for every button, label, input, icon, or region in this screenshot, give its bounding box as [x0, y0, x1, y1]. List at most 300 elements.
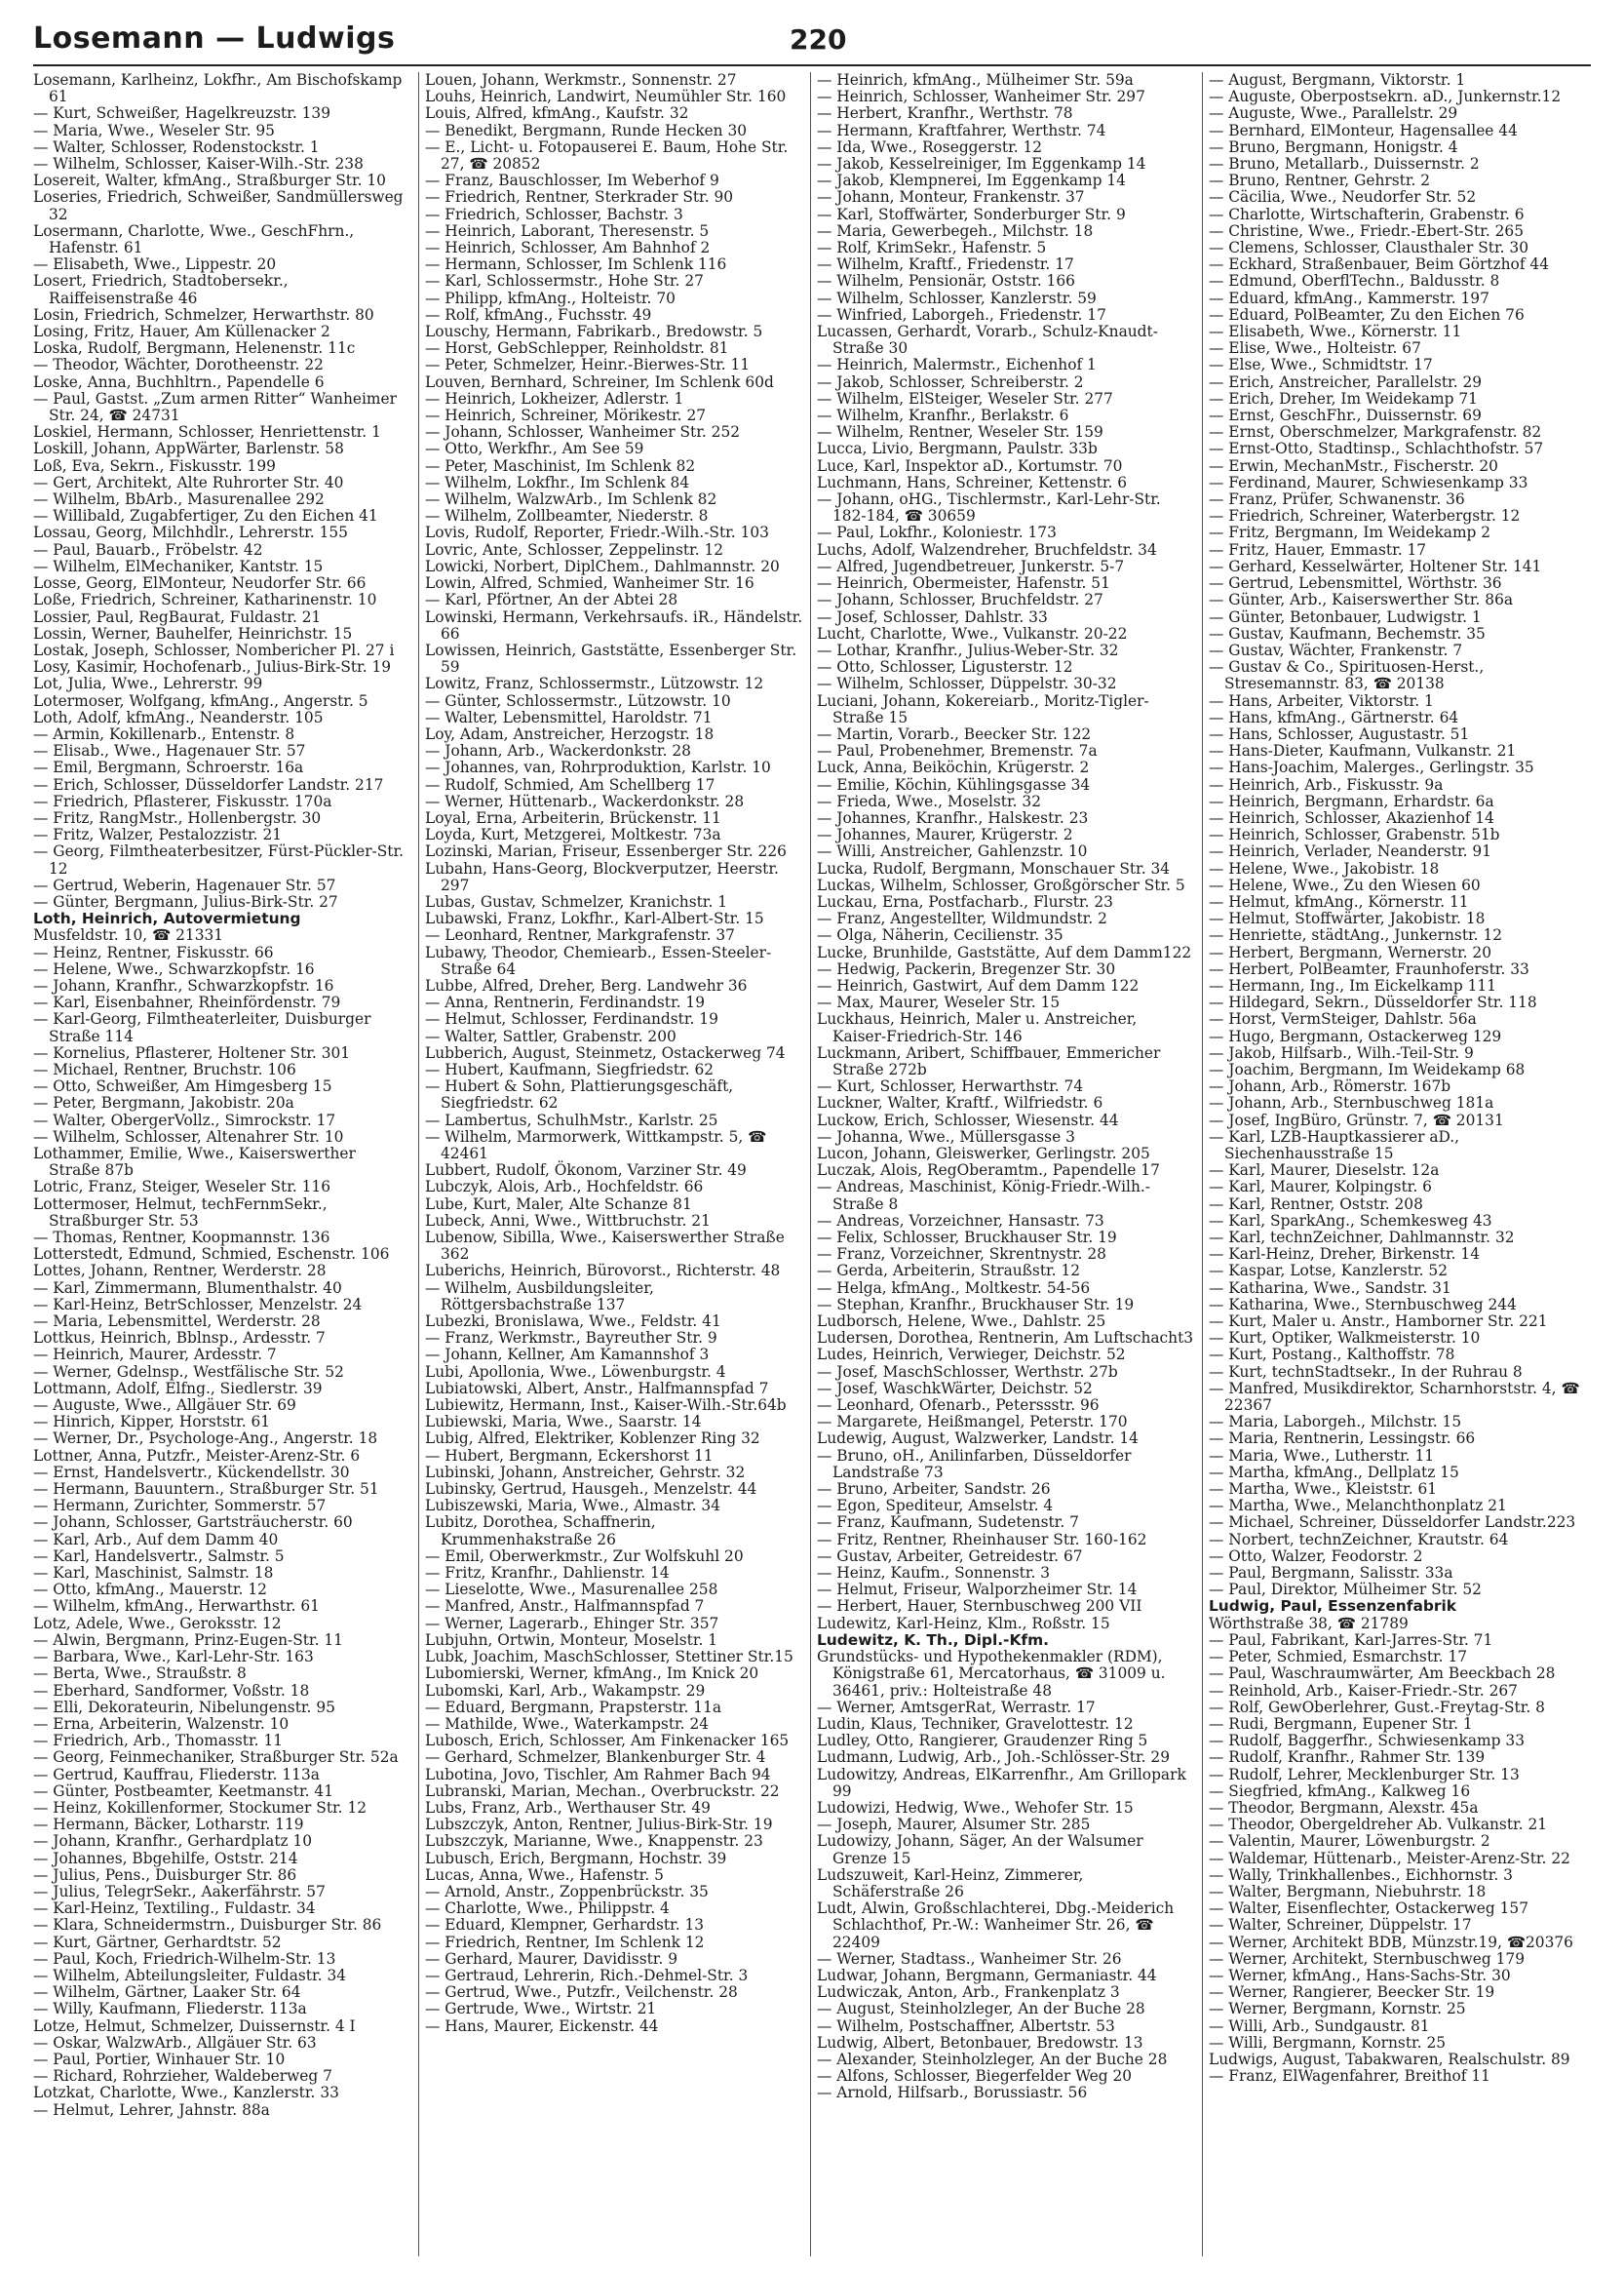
directory-entry: — Elise, Wwe., Holteistr. 67	[1209, 339, 1421, 358]
directory-entry: — Theodor, Bergmann, Alexstr. 45a	[1209, 1798, 1479, 1817]
directory-entry: — Heinrich, kfmAng., Mülheimer Str. 59a	[817, 72, 1134, 89]
directory-entry: — Mathilde, Wwe., Waterkampstr. 24	[425, 1714, 710, 1733]
directory-entry: — Heinz, Kokillenformer, Stockumer Str. 12	[33, 1798, 367, 1817]
directory-entry: Luchs, Adolf, Walzendreher, Bruchfeldstr. 34	[817, 540, 1157, 559]
directory-entry: Loske, Anna, Buchhltrn., Papendelle 6	[33, 372, 325, 391]
directory-entry: Lubas, Gustav, Schmelzer, Kranichstr. 1	[425, 892, 728, 911]
directory-entry: — Maria, Laborgeh., Milchstr. 15	[1209, 1413, 1462, 1431]
directory-entry: Lossau, Georg, Milchhdlr., Lehrerstr. 155	[33, 524, 348, 542]
directory-entry: — Lieselotte, Wwe., Masurenallee 258	[425, 1581, 718, 1599]
directory-entry: Lubomski, Karl, Arb., Wakampstr. 29	[425, 1681, 706, 1700]
directory-entry: — Helene, Wwe., Zu den Wiesen 60	[1209, 876, 1481, 894]
directory-entry: — Bruno, Rentner, Gehrstr. 2	[1209, 172, 1431, 190]
directory-entry: — Erich, Anstreicher, Parallelstr. 29	[1209, 372, 1483, 391]
directory-entry: — Jakob, Klempnerei, Im Eggenkamp 14	[817, 172, 1126, 190]
directory-entry: — Hermann, Schlosser, Im Schlenk 116	[425, 255, 727, 274]
directory-entry: — Julius, TelegrSekr., Aakerfährstr. 57	[33, 1882, 326, 1900]
directory-entry: — Gertrud, Lebensmittel, Wörthstr. 36	[1209, 574, 1502, 593]
directory-entry: — Karl, SparkAng., Schemkesweg 43	[1209, 1211, 1492, 1230]
directory-entry: — Herbert, PolBeamter, Fraunhoferstr. 33	[1209, 959, 1529, 978]
directory-entry: — Werner, Hüttenarb., Wackerdonkstr. 28	[425, 792, 745, 810]
directory-entry: — Hinrich, Kipper, Horststr. 61	[33, 1413, 271, 1431]
directory-entry: — Jakob, Kesselreiniger, Im Eggenkamp 14	[817, 155, 1146, 174]
directory-entry: — Heinz, Kaufm., Sonnenstr. 3	[817, 1564, 1051, 1583]
directory-entry: Lowissen, Heinrich, Gaststätte, Essenberger Str. 59	[425, 641, 797, 677]
directory-entry: — Werner, Stadtass., Wanheimer Str. 26	[817, 1949, 1122, 1968]
directory-entry: — Erich, Dreher, Im Weidekamp 71	[1209, 389, 1478, 408]
directory-entry: Louschy, Hermann, Fabrikarb., Bredowstr. 5	[425, 323, 763, 341]
directory-entry: — Klara, Schneidermstrn., Duisburger Str. 86	[33, 1916, 382, 1935]
directory-entry: — Elisabeth, Wwe., Körnerstr. 11	[1209, 323, 1462, 341]
directory-entry: Lubeck, Anni, Wwe., Wittbruchstr. 21	[425, 1211, 711, 1230]
directory-entry: — Theodor, Obergeldreher Ab. Vulkanstr. 21	[1209, 1816, 1548, 1834]
directory-entry: Lucke, Brunhilde, Gaststätte, Auf dem Damm122	[817, 943, 1192, 961]
directory-entry: — Lambertus, SchulhMstr., Karlstr. 25	[425, 1111, 718, 1129]
directory-entry: — Wilhelm, BbArb., Masurenallee 292	[33, 490, 325, 509]
directory-entry: — Johann, Schlosser, Gartsträucherstr. 60	[33, 1513, 353, 1532]
directory-entry: — Cäcilia, Wwe., Neudorfer Str. 52	[1209, 188, 1477, 207]
column-divider	[810, 72, 811, 2256]
directory-entry: — Wilhelm, Kranfhr., Berlakstr. 6	[817, 407, 1069, 425]
directory-entry: — Barbara, Wwe., Karl-Lehr-Str. 163	[33, 1648, 314, 1666]
directory-entry: Lossin, Werner, Bauhelfer, Heinrichstr. 15	[33, 624, 353, 643]
directory-entry: — Maria, Gewerbegeh., Milchstr. 18	[817, 221, 1094, 240]
directory-entry: — Johann, Schlosser, Wanheimer Str. 252	[425, 423, 741, 442]
directory-entry: — Wilhelm, Pensionär, Oststr. 166	[817, 272, 1075, 291]
directory-entry: Ludes, Heinrich, Verwieger, Deichstr. 52	[817, 1346, 1126, 1364]
directory-entry: Ludszuweit, Karl-Heinz, Zimmerer, Schäferstraße 26	[817, 1865, 1084, 1900]
directory-entry: — Auguste, Wwe., Parallelstr. 29	[1209, 104, 1458, 123]
directory-entry: — Eduard, PolBeamter, Zu den Eichen 76	[1209, 305, 1525, 324]
directory-entry: — Gertrud, Weberin, Hagenauer Str. 57	[33, 876, 336, 894]
directory-entry: — Oskar, WalzwArb., Allgäuer Str. 63	[33, 2033, 317, 2052]
directory-entry: — Anna, Rentnerin, Ferdinandstr. 19	[425, 994, 706, 1012]
directory-entry: — Martha, Wwe., Melanchthonplatz 21	[1209, 1497, 1507, 1515]
directory-entry: — Karl, Maurer, Dieselstr. 12a	[1209, 1161, 1440, 1180]
directory-entry: — Maria, Wwe., Lutherstr. 11	[1209, 1446, 1435, 1465]
directory-entry: — Erwin, MechanMstr., Fischerstr. 20	[1209, 456, 1498, 475]
directory-entry: — Friedrich, Pflasterer, Fiskusstr. 170a	[33, 792, 332, 810]
directory-entry: — Wilhelm, Zollbeamter, Niederstr. 8	[425, 507, 709, 526]
directory-entry: Ludley, Otto, Rangierer, Graudenzer Ring 5	[817, 1732, 1148, 1750]
directory-entry: Ludewitz, Karl-Heinz, Klm., Roßstr. 15	[817, 1614, 1110, 1632]
directory-entry: Lotermoser, Wolfgang, kfmAng., Angerstr. 5	[33, 691, 368, 710]
directory-entry: — Franz, Angestellter, Wildmundstr. 2	[817, 910, 1107, 928]
page-number: 220	[790, 23, 847, 56]
directory-entry: — Maria, Rentnerin, Lessingstr. 66	[1209, 1429, 1476, 1448]
directory-entry: — Hans, Arbeiter, Viktorstr. 1	[1209, 691, 1434, 710]
directory-entry: — Hugo, Bergmann, Ostackerweg 129	[1209, 1027, 1502, 1045]
directory-entry: — Rudolf, Kranfhr., Rahmer Str. 139	[1209, 1748, 1486, 1767]
directory-entry: Losing, Fritz, Hauer, Am Küllenacker 2	[33, 323, 330, 341]
column-3	[817, 72, 1195, 2256]
directory-entry: — Karl-Georg, Filmtheaterleiter, Duisburger Straße 114	[33, 1010, 371, 1045]
directory-entry: — Waldemar, Hüttenarb., Meister-Arenz-Str. 22	[1209, 1849, 1570, 1867]
directory-entry: — Gertrud, Kauffrau, Fliederstr. 113a	[33, 1765, 320, 1783]
directory-entry: — Karl-Heinz, Dreher, Birkenstr. 14	[1209, 1245, 1481, 1264]
directory-entry: — Karl, technZeichner, Dahlmannstr. 32	[1209, 1229, 1515, 1247]
directory-entry: — Rudolf, Baggerfhr., Schwiesenkamp 33	[1209, 1732, 1525, 1750]
directory-entry: — Walter, Bergmann, Niebuhrstr. 18	[1209, 1882, 1487, 1900]
directory-entry: — Andreas, Vorzeichner, Hansastr. 73	[817, 1211, 1104, 1230]
directory-entry: Ludowitzy, Andreas, ElKarrenfhr., Am Grillopark 99	[817, 1765, 1186, 1800]
directory-entry: — Josef, MaschSchlosser, Werthstr. 27b	[817, 1362, 1118, 1381]
directory-entry: — Horst, GebSchlepper, Reinholdstr. 81	[425, 339, 729, 358]
directory-entry: Lostak, Joseph, Schlosser, Nombericher Pl. 27 i	[33, 641, 395, 659]
directory-entry: — Peter, Schmied, Esmarchstr. 17	[1209, 1648, 1468, 1666]
directory-entry: Lotze, Helmut, Schmelzer, Duissernstr. 4 I	[33, 2016, 356, 2035]
directory-entry: Loyda, Kurt, Metzgerei, Moltkestr. 73a	[425, 826, 721, 844]
directory-entry: — Jakob, Hilfsarb., Wilh.-Teil-Str. 9	[1209, 1043, 1474, 1062]
directory-entry: — Peter, Maschinist, Im Schlenk 82	[425, 456, 696, 475]
directory-entry: Lubranski, Marian, Mechan., Overbruckstr. 22	[425, 1781, 780, 1800]
directory-entry: — Paul, Lokfhr., Koloniestr. 173	[817, 524, 1057, 542]
directory-entry: — Karl, Zimmermann, Blumenthalstr. 40	[33, 1278, 342, 1297]
directory-entry: Luck, Anna, Beiköchin, Krügerstr. 2	[817, 759, 1090, 777]
directory-entry: — Heinrich, Obermeister, Hafenstr. 51	[817, 574, 1110, 593]
directory-entry: Louven, Bernhard, Schreiner, Im Schlenk 60d	[425, 372, 774, 391]
directory-entry: — Richard, Rohrzieher, Waldeberweg 7	[33, 2067, 332, 2086]
directory-entry: — Friedrich, Schreiner, Waterbergstr. 12	[1209, 507, 1521, 526]
directory-entry: — Gustav, Arbeiter, Getreidestr. 67	[817, 1546, 1083, 1565]
directory-entry: — Berta, Wwe., Straußstr. 8	[33, 1664, 247, 1683]
directory-entry: — Eberhard, Sandformer, Voßstr. 18	[33, 1681, 310, 1700]
column-1	[33, 72, 411, 2256]
directory-entry: — Auguste, Wwe., Allgäuer Str. 69	[33, 1396, 296, 1415]
directory-entry: — Karl, Handelsvertr., Salmstr. 5	[33, 1546, 285, 1565]
directory-entry: — Hermann, Bauuntern., Straßburger Str. 51	[33, 1480, 379, 1499]
directory-entry: — Paul, Portier, Winhauer Str. 10	[33, 2050, 286, 2068]
directory-entry: — August, Steinholzleger, An der Buche 28	[817, 2000, 1145, 2018]
directory-entry: — Hermann, Zurichter, Sommerstr. 57	[33, 1497, 327, 1515]
directory-entry: Lubahn, Hans-Georg, Blockverputzer, Heerstr. 297	[425, 859, 779, 894]
directory-entry: — Günter, Betonbauer, Ludwigstr. 1	[1209, 607, 1482, 626]
directory-entry: — Willi, Bergmann, Kornstr. 25	[1209, 2033, 1447, 2052]
directory-entry: — Winfried, Laborgeh., Friedenstr. 17	[817, 305, 1106, 324]
directory-entry: Lovis, Rudolf, Reporter, Friedr.-Wilh.-Str. 103	[425, 524, 769, 542]
directory-entry: — Heinrich, Arb., Fiskusstr. 9a	[1209, 775, 1444, 794]
directory-entry: — Kurt, technStadtsekr., In der Ruhrau 8	[1209, 1362, 1523, 1381]
directory-entry: Grundstücks- und Hypothekenmakler (RDM), Königstraße 61, Mercatorhaus, ☎ 31009 u. 36461, priv.: Holteistraße 48	[817, 1648, 1166, 1700]
directory-entry: — Günter, Arb., Kaiserswerther Str. 86a	[1209, 591, 1514, 609]
directory-entry: — Hans, Maurer, Eickenstr. 44	[425, 2016, 659, 2035]
directory-entry: — Jakob, Schlosser, Schreiberstr. 2	[817, 372, 1084, 391]
directory-entry: — Karl-Heinz, BetrSchlosser, Menzelstr. 24	[33, 1295, 363, 1313]
directory-entry: — Wilhelm, kfmAng., Herwarthstr. 61	[33, 1597, 320, 1616]
directory-entry: — Fritz, Bergmann, Im Weidekamp 2	[1209, 524, 1491, 542]
directory-entry: Lubi, Apollonia, Wwe., Löwenburgstr. 4	[425, 1362, 726, 1381]
directory-entry: — Franz, Bauschlosser, Im Weberhof 9	[425, 172, 719, 190]
directory-entry: Loska, Rudolf, Bergmann, Helenenstr. 11c	[33, 339, 356, 358]
directory-entry: Ludersen, Dorothea, Rentnerin, Am Luftschacht3	[817, 1329, 1194, 1348]
directory-entry: — Hildegard, Sekrn., Düsseldorfer Str. 118	[1209, 994, 1537, 1012]
directory-entry: — Heinrich, Schlosser, Wanheimer Str. 297	[817, 88, 1145, 106]
directory-entry: Lubiatowski, Albert, Anstr., Halfmannspfad 7	[425, 1379, 769, 1397]
directory-entry: — Heinrich, Laborant, Theresenstr. 5	[425, 221, 710, 240]
directory-entry: — Joseph, Maurer, Alsumer Str. 285	[817, 1816, 1091, 1834]
directory-entry: — Katharina, Wwe., Sandstr. 31	[1209, 1278, 1451, 1297]
directory-entry: Luckmann, Aribert, Schiffbauer, Emmericher Straße 272b	[817, 1043, 1161, 1078]
directory-entry: — Kurt, Schlosser, Herwarthstr. 74	[817, 1077, 1084, 1096]
directory-entry: — Emil, Oberwerkmstr., Zur Wolfskuhl 20	[425, 1546, 744, 1565]
column-divider	[1202, 72, 1203, 2256]
directory-entry: — Walter, Eisenflechter, Ostackerweg 157	[1209, 1899, 1529, 1918]
directory-entry: — Johann, Arb., Römerstr. 167b	[1209, 1077, 1451, 1096]
directory-entry: Lowin, Alfred, Schmied, Wanheimer Str. 16	[425, 574, 754, 593]
directory-entry: — Heinrich, Schlosser, Grabenstr. 51b	[1209, 826, 1500, 844]
directory-entry: Lubjuhn, Ortwin, Monteur, Moselstr. 1	[425, 1630, 718, 1649]
directory-entry: — Heinrich, Schlosser, Akazienhof 14	[1209, 808, 1494, 827]
directory-entry: Loß, Eva, Sekrn., Fiskusstr. 199	[33, 456, 276, 475]
directory-entry: Lowinski, Hermann, Verkehrsaufs. iR., Händelstr. 66	[425, 607, 803, 643]
directory-entry: — Walter, Lebensmittel, Haroldstr. 71	[425, 708, 713, 726]
directory-entry: — Thomas, Rentner, Koopmannstr. 136	[33, 1229, 330, 1247]
directory-entry: Luckner, Walter, Kraftf., Wilfriedstr. 6	[817, 1094, 1103, 1113]
directory-entry: — Otto, Schlosser, Ligusterstr. 12	[817, 658, 1073, 677]
directory-entry: Lubosch, Erich, Schlosser, Am Finkenacker 165	[425, 1732, 790, 1750]
directory-entry: — Manfred, Anstr., Halfmannspfad 7	[425, 1597, 705, 1616]
directory-entry: — Wilhelm, WalzwArb., Im Schlenk 82	[425, 490, 717, 509]
directory-entry: — Benedikt, Bergmann, Runde Hecken 30	[425, 121, 748, 139]
directory-entry: Lucon, Johann, Gleiswerker, Gerlingstr. 205	[817, 1145, 1150, 1162]
directory-entry: — Otto, Schweißer, Am Himgesberg 15	[33, 1077, 332, 1096]
directory-entry: — Johann, Schlosser, Bruchfeldstr. 27	[817, 591, 1103, 609]
directory-entry: — Johann, Monteur, Frankenstr. 37	[817, 188, 1085, 207]
directory-entry: — Otto, Walzer, Feodorstr. 2	[1209, 1546, 1423, 1565]
directory-entry: — Ernst, Handelsvertr., Kückendellstr. 30	[33, 1463, 350, 1481]
directory-entry: Luce, Karl, Inspektor aD., Kortumstr. 70	[817, 456, 1123, 475]
directory-entry: — Heinrich, Verlader, Neanderstr. 91	[1209, 842, 1492, 861]
directory-entry: Losse, Georg, ElMonteur, Neudorfer Str. 66	[33, 574, 367, 593]
directory-entry: — Karl, Arb., Auf dem Damm 40	[33, 1530, 279, 1548]
directory-entry: — Lothar, Kranfhr., Julius-Weber-Str. 32	[817, 641, 1119, 659]
directory-entry: — Christine, Wwe., Friedr.-Ebert-Str. 265	[1209, 221, 1525, 240]
directory-entry: — Johannes, Bbgehilfe, Oststr. 214	[33, 1849, 298, 1867]
directory-entry: — Johanna, Wwe., Müllersgasse 3	[817, 1127, 1075, 1146]
directory-entry: — Leonhard, Ofenarb., Peterssstr. 96	[817, 1396, 1100, 1415]
directory-entry: — Bruno, oH., Anilinfarben, Düsseldorfer Landstraße 73	[817, 1446, 1132, 1481]
directory-entry: — Wilhelm, ElMechaniker, Kantstr. 15	[33, 557, 324, 575]
directory-entry: Luciani, Johann, Kokereiarb., Moritz-Tigler-Straße 15	[817, 691, 1149, 726]
directory-entry: Lottmann, Adolf, Elfng., Siedlerstr. 39	[33, 1379, 323, 1397]
directory-entry: — Franz, Vorzeichner, Skrentnystr. 28	[817, 1245, 1106, 1264]
directory-entry: — Heinrich, Schreiner, Mörikestr. 27	[425, 407, 707, 425]
directory-entry: — Gustav & Co., Spirituosen-Herst., Stresemannstr. 83, ☎ 20138	[1209, 658, 1485, 693]
directory-entry: — Edmund, OberflTechn., Baldusstr. 8	[1209, 272, 1500, 291]
directory-entry: — Günter, Bergmann, Julius-Birk-Str. 27	[33, 892, 338, 911]
directory-entry: Lubberich, August, Steinmetz, Ostackerweg 74	[425, 1043, 786, 1062]
directory-entry: — Max, Maurer, Weseler Str. 15	[817, 994, 1061, 1012]
directory-entry: — Rolf, KrimSekr., Hafenstr. 5	[817, 239, 1047, 257]
directory-entry: — Arnold, Hilfsarb., Borussiastr. 56	[817, 2084, 1088, 2102]
directory-entry: Lubinski, Johann, Anstreicher, Gehrstr. 32	[425, 1463, 746, 1481]
directory-entry: — Wilhelm, Lokfhr., Im Schlenk 84	[425, 473, 690, 491]
directory-entry: — Wilhelm, Gärtner, Laaker Str. 64	[33, 1983, 301, 2002]
directory-entry: — Werner, Lagerarb., Ehinger Str. 357	[425, 1614, 719, 1632]
directory-entry: — Rolf, GewOberlehrer, Gust.-Freytag-Str. 8	[1209, 1698, 1545, 1716]
directory-entry: Ludwigs, August, Tabakwaren, Realschulstr. 89	[1209, 2050, 1570, 2068]
directory-entry: — Gustav, Wächter, Frankenstr. 7	[1209, 641, 1463, 659]
directory-entry: — Willi, Arb., Sundgaustr. 81	[1209, 2016, 1430, 2035]
directory-entry: — Karl, Schlossermstr., Hohe Str. 27	[425, 272, 704, 291]
directory-entry: — Eduard, Bergmann, Prapsterstr. 11a	[425, 1698, 722, 1716]
directory-entry: Lubawy, Theodor, Chemiearb., Essen-Steeler-Straße 64	[425, 943, 772, 978]
directory-entry: Loseries, Friedrich, Schweißer, Sandmüllersweg 32	[33, 188, 404, 223]
directory-entry: — Paul, Koch, Friedrich-Wilhelm-Str. 13	[33, 1949, 336, 1968]
directory-entry: — Friedrich, Arb., Thomasstr. 11	[33, 1732, 284, 1750]
directory-entry: — Gerhard, Schmelzer, Blankenburger Str. 4	[425, 1748, 766, 1767]
directory-entry: — Hans-Dieter, Kaufmann, Vulkanstr. 21	[1209, 742, 1517, 761]
directory-entry: — Werner, Bergmann, Kornstr. 25	[1209, 2000, 1466, 2018]
directory-entry: — Fritz, Walzer, Pestalozzistr. 21	[33, 826, 283, 844]
directory-entry: — Wilhelm, Postschaffner, Albertstr. 53	[817, 2016, 1115, 2035]
directory-entry: — Werner, Architekt BDB, Münzstr.19, ☎20376	[1209, 1933, 1573, 1951]
directory-entry: — Helmut, Stoffwärter, Jakobistr. 18	[1209, 910, 1486, 928]
directory-entry: Wörthstraße 38, ☎ 21789	[1209, 1614, 1409, 1632]
directory-entry: Lubszczyk, Marianne, Wwe., Knappenstr. 23	[425, 1832, 763, 1851]
directory-entry: — Josef, IngBüro, Grünstr. 7, ☎ 20131	[1209, 1111, 1504, 1129]
directory-entry: Lucca, Livio, Bergmann, Paulstr. 33b	[817, 440, 1098, 458]
directory-entry: — Alfred, Jugendbetreuer, Junkerstr. 5-7	[817, 557, 1125, 575]
directory-entry: — Martha, Wwe., Kleiststr. 61	[1209, 1480, 1438, 1499]
directory-entry: — Hubert, Bergmann, Eckershorst 11	[425, 1446, 714, 1465]
header-rule	[33, 64, 1591, 66]
directory-entry: — Leonhard, Rentner, Markgrafenstr. 37	[425, 926, 735, 945]
directory-entry: — Gerhard, Maurer, Davidisstr. 9	[425, 1949, 678, 1968]
directory-entry: — Karl, Maschinist, Salmstr. 18	[33, 1564, 274, 1583]
directory-entry: Lubezki, Bronislawa, Wwe., Feldstr. 41	[425, 1312, 721, 1331]
directory-entry: — Walter, Schreiner, Düppelstr. 17	[1209, 1916, 1472, 1935]
directory-columns	[33, 72, 1591, 2256]
directory-entry: — Hermann, Ing., Im Eickelkamp 111	[1209, 976, 1496, 995]
directory-entry: — Karl, Stoffwärter, Sonderburger Str. 9	[817, 205, 1126, 223]
directory-entry: — Fritz, Hauer, Emmastr. 17	[1209, 540, 1427, 559]
directory-entry: — Kurt, Postang., Kalthoffstr. 78	[1209, 1346, 1455, 1364]
directory-entry: — Bruno, Metallarb., Duissernstr. 2	[1209, 155, 1480, 174]
directory-entry: — Helmut, Schlosser, Ferdinandstr. 19	[425, 1010, 718, 1029]
directory-entry: — Franz, Kaufmann, Sudetenstr. 7	[817, 1513, 1079, 1532]
column-4	[1209, 72, 1591, 2256]
directory-entry: — Elisabeth, Wwe., Lippestr. 20	[33, 255, 277, 274]
directory-entry: — Franz, ElWagenfahrer, Breithof 11	[1209, 2067, 1490, 2086]
directory-entry: — Johann, Arb., Wackerdonkstr. 28	[425, 742, 691, 761]
directory-entry: Lubiewitz, Hermann, Inst., Kaiser-Wilh.-Str.64b	[425, 1396, 787, 1415]
directory-entry: — Kurt, Optiker, Walkmeisterstr. 10	[1209, 1329, 1481, 1348]
directory-entry: — Helmut, Friseur, Walporzheimer Str. 14	[817, 1581, 1138, 1599]
directory-entry: — Reinhold, Arb., Kaiser-Friedr.-Str. 267	[1209, 1681, 1518, 1700]
directory-entry: — Eduard, Klempner, Gerhardstr. 13	[425, 1916, 705, 1935]
directory-entry: — Wilhelm, Marmorwerk, Wittkampstr. 5, ☎ 42461	[425, 1127, 767, 1162]
directory-entry: — Egon, Spediteur, Amselstr. 4	[817, 1497, 1054, 1515]
directory-entry: Lottkus, Heinrich, Bblnsp., Ardesstr. 7	[33, 1329, 326, 1348]
directory-entry: — Johannes, Kranfhr., Halskestr. 23	[817, 808, 1089, 827]
directory-entry: — Franz, Werkmstr., Bayreuther Str. 9	[425, 1329, 717, 1348]
directory-entry: Luckau, Erna, Postfacharb., Flurstr. 23	[817, 892, 1113, 911]
directory-entry: — Ernst-Otto, Stadtinsp., Schlachthofstr. 57	[1209, 440, 1544, 458]
directory-entry: — Martha, kfmAng., Dellplatz 15	[1209, 1463, 1459, 1481]
directory-entry: — Willy, Kaufmann, Fliederstr. 113a	[33, 2000, 307, 2018]
directory-entry: — Karl, Eisenbahner, Rheinfördenstr. 79	[33, 994, 341, 1012]
directory-entry: — Paul, Probenehmer, Bremenstr. 7a	[817, 742, 1098, 761]
directory-entry: — Olga, Näherin, Cecilienstr. 35	[817, 926, 1063, 945]
directory-entry: Lossier, Paul, RegBaurat, Fuldastr. 21	[33, 607, 322, 626]
directory-entry: Lottner, Anna, Putzfr., Meister-Arenz-Str. 6	[33, 1446, 361, 1465]
directory-entry: — Andreas, Maschinist, König-Friedr.-Wilh.-Straße 8	[817, 1178, 1150, 1213]
directory-entry: — Heinrich, Bergmann, Erhardstr. 6a	[1209, 792, 1494, 810]
directory-entry: — E., Licht- u. Fotopauserei E. Baum, Hohe Str. 27, ☎ 20852	[425, 137, 789, 174]
directory-entry: Lotzkat, Charlotte, Wwe., Kanzlerstr. 33	[33, 2084, 339, 2102]
directory-entry: — Katharina, Wwe., Sternbuschweg 244	[1209, 1295, 1517, 1313]
directory-entry: — Gertraud, Lehrerin, Rich.-Dehmel-Str. 3	[425, 1966, 749, 1984]
directory-entry: — Josef, Schlosser, Dahlstr. 33	[817, 607, 1048, 626]
directory-entry: — Erna, Arbeiterin, Walzenstr. 10	[33, 1714, 290, 1733]
directory-entry: — Hedwig, Packerin, Bregenzer Str. 30	[817, 959, 1116, 978]
directory-entry: Losert, Friedrich, Stadtobersekr., Raiffeisenstraße 46	[33, 272, 289, 307]
directory-entry: — Elli, Dekorateurin, Nibelungenstr. 95	[33, 1698, 335, 1716]
directory-entry: Ludowizi, Hedwig, Wwe., Wehofer Str. 15	[817, 1798, 1134, 1817]
directory-entry: Lubk, Joachim, MaschSchlosser, Stettiner Str.15	[425, 1648, 793, 1666]
directory-entry: — Karl-Heinz, Textiling., Fuldastr. 34	[33, 1899, 316, 1918]
directory-entry: — Otto, kfmAng., Mauerstr. 12	[33, 1581, 267, 1599]
directory-entry: — Michael, Rentner, Bruchstr. 106	[33, 1060, 296, 1078]
directory-entry: — Helmut, Lehrer, Jahnstr. 88a	[33, 2100, 270, 2119]
directory-entry: Lubig, Alfred, Elektriker, Koblenzer Ring 32	[425, 1429, 760, 1448]
directory-entry: Lozinski, Marian, Friseur, Essenberger Str. 226	[425, 842, 787, 861]
directory-entry: Lubinsky, Gertrud, Hausgeh., Menzelstr. 44	[425, 1480, 757, 1499]
directory-entry: — Wilhelm, Schlosser, Altenahrer Str. 10	[33, 1127, 344, 1146]
directory-entry: — Fritz, Kranfhr., Dahlienstr. 14	[425, 1564, 670, 1583]
directory-entry: Luckas, Wilhelm, Schlosser, Großgörscher Str. 5	[817, 876, 1185, 894]
directory-entry: Luckhaus, Heinrich, Maler u. Anstreicher, Kaiser-Friedrich-Str. 146	[817, 1010, 1138, 1045]
directory-entry: — Heinrich, Malermstr., Eichenhof 1	[817, 356, 1097, 374]
directory-entry: — Hans, Schlosser, Augustastr. 51	[1209, 724, 1470, 743]
directory-entry: — Johann, Kranfhr., Schwarzkopfstr. 16	[33, 976, 334, 995]
directory-entry: — Ida, Wwe., Roseggerstr. 12	[817, 137, 1043, 156]
directory-entry: — Wilhelm, Rentner, Weseler Str. 159	[817, 423, 1103, 442]
directory-entry: Louen, Johann, Werkmstr., Sonnenstr. 27	[425, 72, 737, 89]
directory-entry: — Armin, Kokillenarb., Entenstr. 8	[33, 724, 295, 743]
directory-entry: — Werner, kfmAng., Hans-Sachs-Str. 30	[1209, 1966, 1511, 1984]
directory-entry: — Henriette, städtAng., Junkernstr. 12	[1209, 926, 1503, 945]
directory-entry: — Werner, Dr., Psychologe-Ang., Angerstr. 18	[33, 1429, 378, 1448]
directory-entry: Lotric, Franz, Steiger, Weseler Str. 116	[33, 1178, 331, 1196]
directory-entry: — Fritz, RangMstr., Hollenbergstr. 30	[33, 808, 322, 827]
directory-entry: Losy, Kasimir, Hochofenarb., Julius-Birk-Str. 19	[33, 658, 392, 677]
directory-entry: Lubbe, Alfred, Dreher, Berg. Landwehr 36	[425, 976, 748, 995]
directory-entry: — Kaspar, Lotse, Kanzlerstr. 52	[1209, 1262, 1448, 1280]
directory-entry: — Johannes, Maurer, Krügerstr. 2	[817, 826, 1073, 844]
directory-entry: Ludt, Alwin, Großschlachterei, Dbg.-Meiderich Schlachthof, Pr.-W.: Wanheimer Str. 26, ☎ 22409	[817, 1899, 1175, 1951]
directory-entry: — Norbert, technZeichner, Krautstr. 64	[1209, 1530, 1509, 1548]
directory-entry: — Charlotte, Wirtschafterin, Grabenstr. 6	[1209, 205, 1525, 223]
directory-entry: — Margarete, Heißmangel, Peterstr. 170	[817, 1413, 1128, 1431]
directory-entry: Lubs, Franz, Arb., Werthauser Str. 49	[425, 1798, 711, 1817]
directory-entry: — Frieda, Wwe., Moselstr. 32	[817, 792, 1042, 810]
directory-entry: — Kurt, Gärtner, Gerhardtstr. 52	[33, 1933, 282, 1951]
directory-entry: — Maria, Lebensmittel, Werderstr. 28	[33, 1312, 321, 1331]
directory-entry: Lubenow, Sibilla, Wwe., Kaiserswerther Straße 362	[425, 1229, 785, 1264]
directory-entry: — Hubert, Kaufmann, Siegfriedstr. 62	[425, 1060, 715, 1078]
directory-entry: Losermann, Charlotte, Wwe., GeschFhrn., Hafenstr. 61	[33, 221, 355, 257]
directory-entry: Ludewig, August, Walzwerker, Landstr. 14	[817, 1429, 1139, 1448]
directory-entry: — Martin, Vorarb., Beecker Str. 122	[817, 724, 1092, 743]
directory-entry: — Friedrich, Rentner, Sterkrader Str. 90	[425, 188, 734, 207]
directory-entry: Lube, Kurt, Maler, Alte Schanze 81	[425, 1194, 692, 1213]
directory-entry: Lucas, Anna, Wwe., Hafenstr. 5	[425, 1865, 664, 1884]
directory-entry: Lotterstedt, Edmund, Schmied, Eschenstr. 106	[33, 1245, 390, 1264]
directory-entry: Ludmann, Ludwig, Arb., Joh.-Schlösser-Str. 29	[817, 1748, 1171, 1767]
directory-entry: — Heinrich, Lokheizer, Adlerstr. 1	[425, 389, 684, 408]
